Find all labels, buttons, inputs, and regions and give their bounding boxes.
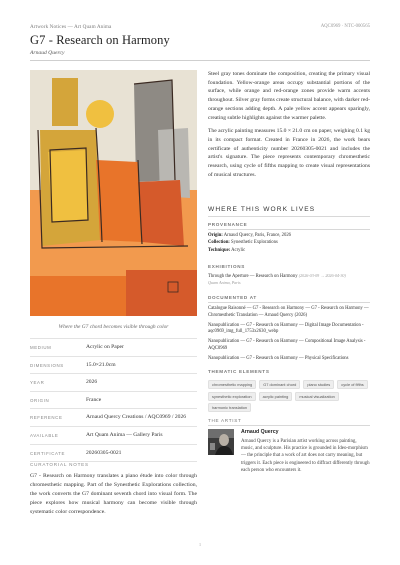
eyebrow: Artwork Notices — Art Quam Anima [30,24,112,30]
divider [208,216,370,217]
spec-value: Acrylic on Paper [86,344,124,350]
documented-item[interactable]: Nanopublication — G7 - Research on Harmony — Physical Specifications [208,355,349,361]
themes-section [208,369,370,412]
artist-section [208,418,370,474]
spec-value: 15.0×21.0cm [86,361,116,368]
description-paragraph: The acrylic painting measures 15.0 × 21.0 cm on paper, weighing 0.1 kg in its compact format. Created in France in 2026, the work bears certificate of authenticity number 20260305-0021 and includes the artist's signature. The piece represents contemporary chromesthetic research, using cycle of fifths mapping to create visual representations of musical structures. [208,128,370,178]
technique-value: Acrylic [231,247,246,253]
spec-label: DIMENSIONS [30,362,64,368]
lives-heading: WHERE THIS WORK LIVES [208,206,316,213]
artist-line: Arnaud Quercy [30,50,65,56]
spec-label: AVAILABLE [30,432,59,438]
exhibition-dates: (2026-03-09 → 2026-04-30) [298,273,346,278]
avatar [208,429,234,455]
artist-bio: Arnaud Quercy is a Parisian artist working across painting, music, and sculpture. His practice is grounded in Ideo-morphism — the principle that a work of art does not carry meaning, but triggers it. Each piece is engineered to diffract differently through each person who encounters it. [241,439,370,473]
documented-item[interactable]: Nanopublication — G7 - Research on Harmony — Digital Image Documentation - aqc0969_img_full_1753x2630_webp [208,322,364,335]
spec-label: REFERENCE [30,415,63,421]
spec-label: MEDIUM [30,345,52,350]
artwork-painting [30,70,197,316]
artist-name: Arnaud Quercy [241,429,279,435]
provenance-origin [208,232,370,239]
specs-table [30,338,197,462]
documented-item[interactable]: Catalogue Raisonné — G7 - Research on Harmony — G7 - Research on Harmony — Chromesthetic Translation — Arnaud Quercy (2026) [208,306,369,318]
spec-value: 2026 [86,379,98,386]
divider [208,425,370,426]
artist-card [208,429,370,474]
provenance-collection [208,239,370,246]
artist-portrait-icon [208,429,234,455]
spec-label: ORIGIN [30,397,50,403]
exhibitions-section [208,264,370,285]
origin-value: Arnaud Quercy, Paris, France, 2026 [223,233,292,238]
exhibitions-heading: EXHIBITIONS [208,264,246,269]
spec-row-year [30,373,197,391]
themes-heading: THEMATIC ELEMENTS [208,369,270,374]
spec-value: 20260305-0021 [86,449,122,456]
theme-tag[interactable]: cycle of fifths [337,380,368,389]
provenance-section [208,222,370,254]
technique-label: Technique: [208,247,231,253]
page-title: G7 - Research on Harmony [30,33,170,47]
curatorial-text: G7 - Research on Harmony translates a piano étude into color through chromesthetic mapping. Part of the Synesthetic Explorations collection, the work converts the G7 dominant seventh chord into visual form. The piece explores how musical harmony can become visible through systematic color correspondence. [30,473,197,515]
divider [208,302,370,303]
spec-label: CERTIFICATE [30,450,65,456]
artwork-image [30,70,197,316]
spec-value: Art Quam Anima — Gallery Paris [86,431,163,438]
spec-row-certificate [30,444,197,463]
spec-row-origin [30,391,197,409]
documented-section [208,295,370,363]
theme-tag[interactable]: harmonic translation [208,403,251,412]
spec-value: France [86,396,102,403]
collection-label: Collection: [208,240,230,246]
page-number: 1 [198,542,202,547]
documented-item[interactable]: Nanopublication — G7 - Research on Harmony — Compositional Image Analysis - AQC0969 [208,339,366,351]
exhibition-title[interactable]: Through the Aperture — Research on Harmony [208,274,298,279]
theme-tag[interactable]: acrylic painting [259,392,293,401]
exhibition-item [208,272,370,280]
description [208,70,370,179]
spec-value: Arnaud Quercy Creations / AQC0969 / 2026 [86,414,187,421]
provenance-technique [208,247,370,254]
artist-text [241,429,370,474]
collection-value: Synesthetic Explorations [231,240,278,246]
theme-tag[interactable]: synesthetic exploration [208,392,256,401]
spec-label: YEAR [30,380,45,386]
artist-heading: THE ARTIST [208,418,242,423]
spec-row-available [30,426,197,444]
spec-row-medium [30,338,197,356]
description-paragraph: Steel gray tones dominate the composition, creating the primary visual foundation. Yellow-orange areas occupy substantial portions of the surface, while orange and red-orange zones provide warm accents throughout. Silver gray forms create structural balance, with darker red-orange sections adding depth. A pale yellow accent appears sparingly, creating subtle highlights against the warmer palette. [208,71,370,121]
theme-tag[interactable]: G7 dominant chord [259,380,300,389]
documented-heading: DOCUMENTED AT [208,295,257,300]
theme-tag[interactable]: piano studies [303,380,334,389]
theme-tag[interactable]: musical visualization [295,392,338,401]
provenance-heading: PROVENANCE [208,222,248,227]
theme-tag[interactable]: chromesthetic mapping [208,380,256,389]
reference-top: AQC0969 · NTC-000565 [320,24,370,29]
origin-label: Origin: [208,233,223,238]
spec-row-dimensions [30,356,197,374]
exhibition-venue: Quam Anima, Paris [208,280,241,286]
artwork-caption: Where the G7 chord becomes visible through color [58,324,169,330]
curatorial-heading: CURATORIAL NOTES [30,462,89,467]
tag-list [208,380,370,412]
divider [30,60,370,61]
spec-row-reference [30,408,197,426]
divider [208,229,370,230]
